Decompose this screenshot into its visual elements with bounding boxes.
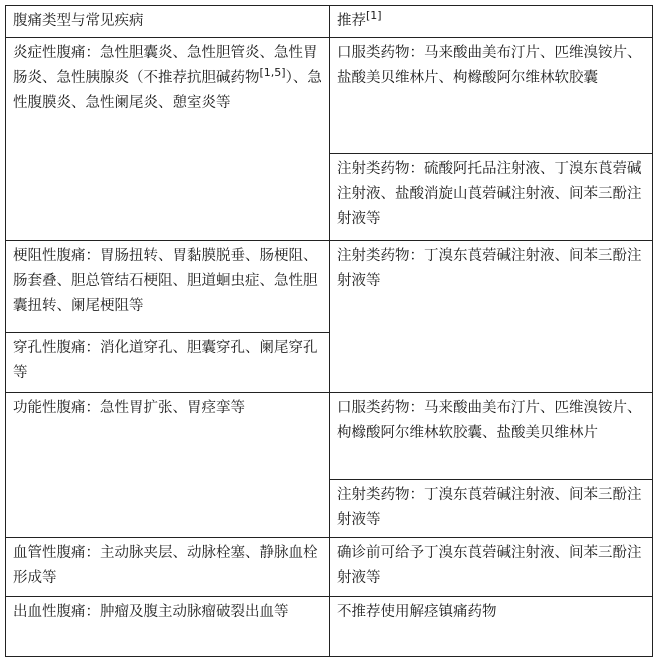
header-pain-type <box>6 6 330 38</box>
recommendation-text: 注射类药物：丁溴东莨菪碱注射液、间苯三酚注射液等 <box>337 486 642 528</box>
citation-ref: [1,5] <box>259 66 286 80</box>
pain-type-text: 穿孔性腹痛：消化道穿孔、胆囊穿孔、阑尾穿孔等 <box>13 340 318 382</box>
header-recommendation <box>330 6 653 38</box>
pain-type-perforation <box>6 333 330 392</box>
table-row <box>6 392 653 479</box>
pain-type-text: 炎症性腹痛：急性胆囊炎、急性胆管炎、急性胃肠炎、急性胰腺炎（不推荐抗胆碱药物 <box>13 45 318 87</box>
recommendation-injection <box>330 479 653 537</box>
pain-type-text: 出血性腹痛：肿瘤及腹主动脉瘤破裂出血等 <box>13 604 289 621</box>
header-recommendation-label: 推荐 <box>337 13 366 29</box>
recommendation-oral <box>330 392 653 479</box>
pain-type-text: 功能性腹痛：急性胃扩张、胃痉挛等 <box>13 399 245 416</box>
table-header-row <box>6 6 653 38</box>
table-row <box>6 240 653 333</box>
recommendation-none <box>330 597 653 657</box>
recommendation-conditional <box>330 538 653 597</box>
pain-type-hemorrhagic <box>6 597 330 657</box>
recommendation-text: 不推荐使用解痉镇痛药物 <box>337 604 497 621</box>
recommendation-text: 口服类药物：马来酸曲美布汀片、匹维溴铵片、盐酸美贝维林片、枸橼酸阿尔维林软胶囊 <box>337 45 642 87</box>
header-pain-type-label: 腹痛类型与常见疾病 <box>13 13 144 29</box>
table-row <box>6 538 653 597</box>
pain-type-functional <box>6 392 330 537</box>
table-row <box>6 38 653 154</box>
recommendation-oral <box>330 38 653 154</box>
pain-type-text: 梗阻性腹痛：胃肠扭转、胃黏膜脱垂、肠梗阻、肠套叠、胆总管结石梗阻、胆道蛔虫症、急性胆囊扭转、阑尾梗阻等 <box>13 247 318 314</box>
recommendation-injection <box>330 240 653 392</box>
citation-ref: [1] <box>366 9 382 22</box>
pain-type-obstructive <box>6 240 330 333</box>
recommendation-injection <box>330 154 653 241</box>
recommendation-text: 注射类药物：丁溴东莨菪碱注射液、间苯三酚注射液等 <box>337 247 642 289</box>
pain-type-vascular <box>6 538 330 597</box>
pain-type-text: ）、急性腹膜炎、急性阑尾炎、憩室炎等 <box>13 70 322 112</box>
recommendation-text: 口服类药物：马来酸曲美布汀片、匹维溴铵片、枸橼酸阿尔维林软胶囊、盐酸美贝维林片 <box>337 399 642 441</box>
pain-type-text: 血管性腹痛：主动脉夹层、动脉栓塞、静脉血栓形成等 <box>13 545 318 587</box>
recommendation-table <box>5 5 653 657</box>
recommendation-text: 确诊前可给予丁溴东莨菪碱注射液、间苯三酚注射液等 <box>337 545 642 587</box>
table-row <box>6 597 653 657</box>
pain-type-inflammatory <box>6 38 330 241</box>
recommendation-text: 注射类药物：硫酸阿托品注射液、丁溴东莨菪碱注射液、盐酸消旋山莨菪碱注射液、间苯三酚注射液等 <box>337 161 642 228</box>
